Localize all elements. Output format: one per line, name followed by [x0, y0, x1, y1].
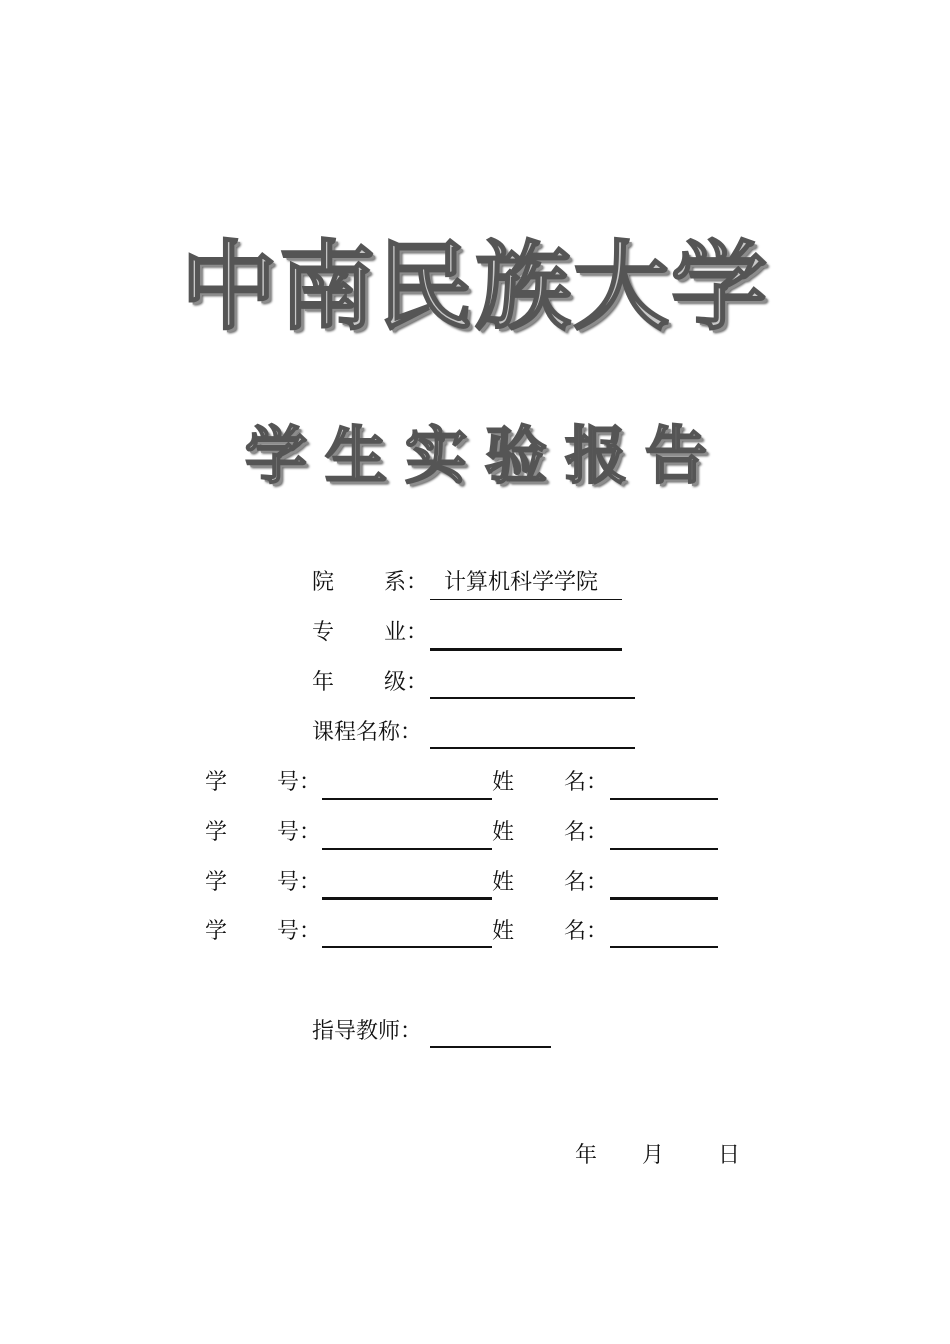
student-name-input-line[interactable] [610, 798, 718, 800]
grade-label-rest: 级： [384, 670, 429, 695]
student-id-label-rest: 号： [277, 820, 322, 845]
student-name-label-first-char: 姓 [492, 770, 515, 795]
student-id-label-rest: 号： [277, 870, 322, 895]
course-name-label: 课程名称： [312, 720, 423, 745]
course-name-input-line[interactable] [430, 747, 635, 749]
student-id-label-rest: 号： [277, 919, 322, 944]
university-title: 中南民族大学 [181, 231, 769, 343]
student-name-label-first-char: 姓 [492, 820, 515, 845]
major-label-first-char: 专 [312, 620, 335, 645]
student-name-input-line[interactable] [610, 848, 718, 850]
student-name-label-rest: 名： [564, 820, 609, 845]
date-year-label: 年 [575, 1143, 598, 1168]
student-name-label-first-char: 姓 [492, 919, 515, 944]
student-name-input-line[interactable] [610, 897, 718, 900]
student-id-input-line[interactable] [322, 848, 492, 850]
major-label-rest: 业： [384, 620, 429, 645]
student-id-label-first-char: 学 [205, 870, 228, 895]
student-id-input-line[interactable] [322, 897, 492, 900]
student-name-label-rest: 名： [564, 919, 609, 944]
major-input-line[interactable] [430, 648, 622, 651]
student-id-input-line[interactable] [322, 798, 492, 800]
student-id-label-first-char: 学 [205, 919, 228, 944]
department-value: 计算机科学学院 [444, 570, 599, 595]
report-title: 学生实验报告 [244, 419, 725, 492]
student-name-input-line[interactable] [610, 946, 718, 948]
grade-input-line[interactable] [430, 697, 635, 699]
student-id-label-rest: 号： [277, 770, 322, 795]
advisor-label: 指导教师： [312, 1019, 423, 1044]
department-label-rest: 系： [384, 570, 429, 595]
student-name-label-rest: 名： [564, 870, 609, 895]
student-name-label-first-char: 姓 [492, 870, 515, 895]
student-id-input-line[interactable] [322, 946, 492, 948]
department-label-first-char: 院 [312, 570, 335, 595]
advisor-input-line[interactable] [430, 1046, 551, 1048]
student-id-label-first-char: 学 [205, 820, 228, 845]
department-underline [430, 599, 622, 600]
grade-label-first-char: 年 [312, 670, 335, 695]
date-month-label: 月 [642, 1143, 665, 1168]
student-id-label-first-char: 学 [205, 770, 228, 795]
date-day-label: 日 [718, 1143, 741, 1168]
student-name-label-rest: 名： [564, 770, 609, 795]
